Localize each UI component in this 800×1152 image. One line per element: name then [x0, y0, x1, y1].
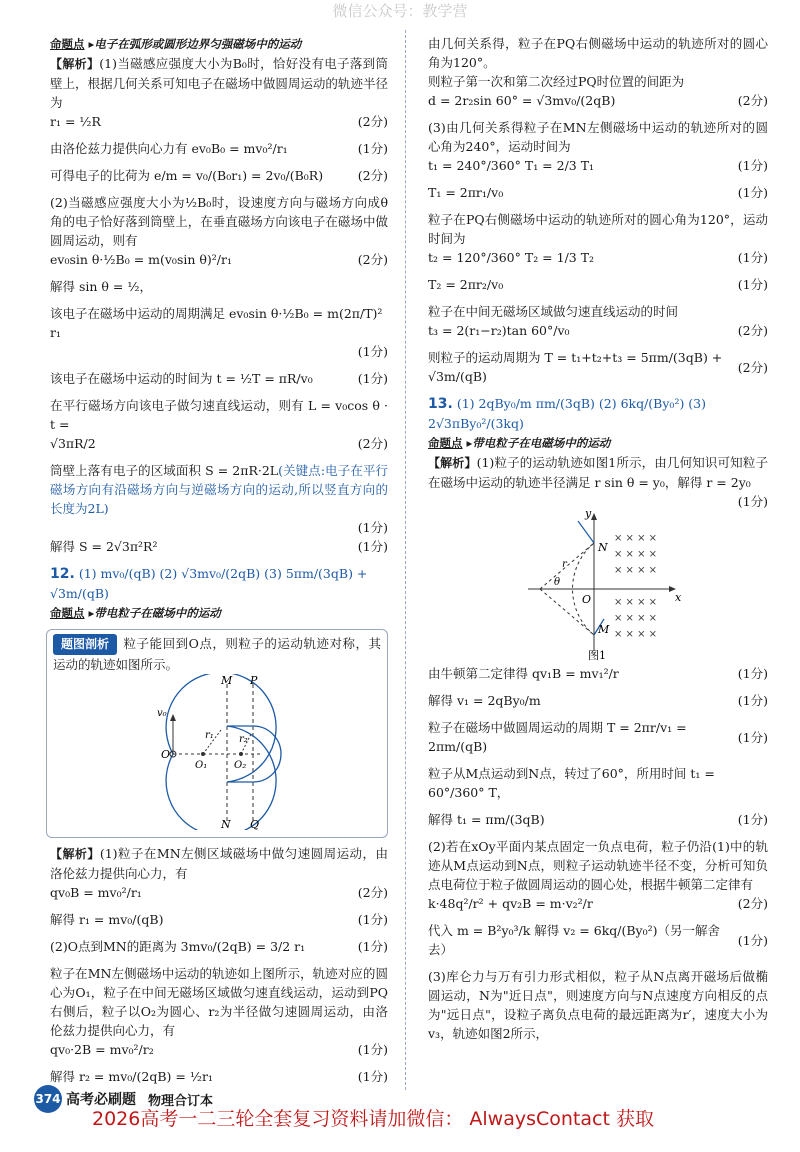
figure-1-caption: 图1	[588, 649, 606, 661]
figure-analysis-text: 粒子能回到O点，则粒子的运动轨迹对称，其运动的轨迹如图所示。	[53, 636, 381, 672]
svg-text:× × × ×: × × × ×	[614, 549, 658, 560]
topic-line-2: 命题点 ▸带电粒子在磁场中的运动	[50, 606, 221, 620]
point-M-label: M	[598, 623, 610, 636]
eq-coulomb: k·48q²/r² + qv₂B = m·v₂²/r (2分)	[428, 896, 768, 911]
figure-analysis-box	[46, 629, 388, 838]
eq-q12-r1: 解得 r₁ = mv₀/(qB) (1分)	[50, 912, 388, 927]
point-N-label: N	[598, 541, 608, 554]
eq-solve-theta: 解得 sin θ = ½，	[50, 279, 152, 294]
label-P: P	[250, 674, 258, 687]
paragraph-q13-2: (2)若在xOy平面内某点固定一负点电荷，粒子仍沿(1)中的轨迹从M点运动到N点，则粒子运动轨迹半径不变，分析可知负点电荷位于粒子做圆周运动的圆心处，根据牛顿第二定律有	[428, 839, 768, 892]
paragraph-q3-left: (3)由几何关系得粒子在MN左侧磁场中运动的轨迹所对的圆心角为240°，运动时间为	[428, 120, 768, 154]
analysis-paragraph-1: 【解析】(1)当磁感应强度大小为B₀时，恰好没有电子落到筒壁上，根据几何关系可知电子在磁场中做圆周运动的轨迹半径为	[50, 56, 388, 110]
analysis-paragraph-q12-b: 粒子在MN左侧磁场中运动的轨迹如上图所示，轨迹对应的圆心为O₁，粒子在中间无磁场区域做匀速直线运动，运动到PQ右侧后，粒子以O₂为圆心、r₂为半径做匀速圆周运动，由洛伦兹力提供向心力，有	[50, 966, 388, 1038]
page-number: 374	[34, 1085, 62, 1113]
label-r1: r₁	[205, 730, 214, 741]
radius-label: r	[562, 559, 567, 570]
label-N: N	[221, 818, 231, 830]
eq-t3: t₃ = 2(r₁−r₂)tan 60°/v₀ (2分)	[428, 323, 768, 338]
analysis-paragraph-q12: 【解析】(1)粒子在MN左侧区域磁场中做匀速圆周运动，由洛伦兹力提供向心力，有	[50, 846, 388, 881]
eq-q12-distance: (2)O点到MN的距离为 3mv₀/(2qB) = 3/2 r₁ (1分)	[50, 939, 388, 954]
axis-y-label: y	[585, 511, 592, 520]
origin-label: O	[582, 593, 592, 606]
figure-analysis-title: 题图剖析	[53, 634, 117, 655]
label-M: M	[221, 674, 233, 687]
q13-answers: 13. (1) 2qBy₀/m πm/(3qB) (2) 6kq/(By₀²) (3) 2√3πBy₀²/(3kq)	[428, 396, 707, 431]
eq-area: 解得 S = 2√3π²R² (1分)	[50, 539, 388, 554]
book-title: 高考必刷题	[66, 1092, 136, 1108]
eq-T2: T₂ = 2πr₂/v₀ (1分)	[428, 277, 768, 292]
label-O1: O₁	[195, 760, 208, 771]
eq-v2: 代入 m = B²y₀³/k 解得 v₂ = 6kq/(By₀²)（另一解舍去） (1分)	[428, 923, 768, 957]
trajectory-figure	[53, 674, 373, 830]
eq-period: 该电子在磁场中运动的周期满足 ev₀sin θ·½B₀ = m(2π/T)² r₁	[50, 306, 383, 340]
score-area: (1分)	[357, 520, 388, 535]
label-Q: Q	[250, 818, 260, 830]
analysis-paragraph-q13: 【解析】(1)粒子的运动轨迹如图1所示，由几何知识可知粒子在磁场中运动的轨迹半径满足 r sin θ = y₀，解得 r = 2y₀	[428, 455, 768, 490]
svg-text:× × × ×: × × × ×	[614, 629, 658, 640]
eq-lorentz: 由洛伦兹力提供向心力有 ev₀B₀ = mv₀²/r₁ (1分)	[50, 141, 388, 156]
figure-1	[428, 511, 768, 661]
eq-period-total: 则粒子的运动周期为 T = t₁+t₂+t₃ = 5πm/(3qB) + √3m/(qB) (2分)	[428, 350, 768, 384]
paragraph-q13-3: (3)库仑力与万有引力形式相似，粒子从N点离开磁场后做椭圆运动，N为"近日点"，则速度方向与N点速度方向相反的点为"远日点"，设粒子离负点电荷的最远距离为r′，速度大小为v₃，轨迹如图2所示，	[428, 969, 768, 1041]
topic-line-3: 命题点 ▸带电粒子在电磁场中的运动	[428, 436, 611, 450]
paragraph-q3-right: 粒子在PQ右侧磁场中运动的轨迹所对的圆心角为120°，运动时间为	[428, 212, 768, 246]
watermark-top: 微信公众号：教学营	[332, 2, 468, 20]
svg-text:× × × ×: × × × ×	[614, 565, 658, 576]
axis-x-label: x	[675, 591, 682, 604]
svg-text:× × × ×: × × × ×	[614, 613, 658, 624]
paragraph-distance: 则粒子第一次和第二次经过PQ时位置的间距为	[428, 74, 685, 89]
eq-t1: t₁ = 240°/360° T₁ = 2/3 T₁ (1分)	[428, 158, 768, 173]
paragraph-geometry-120: 由几何关系得，粒子在PQ右侧磁场中运动的轨迹所对的圆心角为120°。	[428, 36, 768, 70]
eq-v1: 解得 v₁ = 2qBy₀/m (1分)	[428, 693, 768, 708]
area-paragraph: 筒壁上落有电子的区域面积 S = 2πR·2L(关键点:电子在平行磁场方向有沿磁场方向与逆磁场方向的运动,所以竖直方向的长度为2L)	[50, 463, 389, 516]
label-O: O	[161, 748, 171, 761]
score-period: (1分)	[357, 344, 388, 359]
column-divider	[405, 30, 406, 1090]
svg-text:× × × ×: × × × ×	[614, 597, 658, 608]
paragraph-t3: 粒子在中间无磁场区域做匀速直线运动的时间	[428, 304, 679, 319]
eq-t2: t₂ = 120°/360° T₂ = 1/3 T₂ (1分)	[428, 250, 768, 265]
svg-text:× × × ×: × × × ×	[614, 533, 658, 544]
eq-period-T: 粒子在磁场中做圆周运动的周期 T = 2πr/v₁ = 2πm/(qB) (1分)	[428, 720, 768, 754]
watermark-bottom: 2026高考一二三轮全套复习资料请加微信： AlwaysContact 获取	[92, 1108, 654, 1130]
score-q13-r: (1分)	[737, 494, 768, 509]
eq-ratio: 可得电子的比荷为 e/m = v₀/(B₀r₁) = 2v₀/(B₀R) (2分)	[50, 168, 388, 183]
eq-newton: 由牛顿第二定律得 qv₁B = mv₁²/r (1分)	[428, 666, 768, 681]
label-r2: r₂	[239, 734, 248, 745]
eq-q12-lorentz: qv₀B = mv₀²/r₁ (2分)	[50, 885, 388, 900]
eq-T1: T₁ = 2πr₁/v₀ (1分)	[428, 185, 768, 200]
eq-d: d = 2r₂sin 60° = √3mv₀/(2qB) (2分)	[428, 93, 768, 108]
left-column	[50, 34, 388, 1086]
book-subject: 物理合订本	[148, 1093, 214, 1109]
label-v0: v₀	[157, 708, 167, 719]
eq-length-a: 在平行磁场方向该电子做匀速直线运动，则有 L = v₀cos θ · t =	[50, 398, 388, 432]
analysis-paragraph-2: (2)当磁感应强度大小为½B₀时，设速度方向与磁场方向成θ角的电子恰好落到筒壁上，在垂直磁场方向该电子在磁场中做圆周运动，则有	[50, 195, 388, 248]
q12-answers: 12. (1) mv₀/(qB) (2) √3mv₀/(2qB) (3) 5πm/(3qB) + √3m/(qB)	[50, 566, 368, 601]
eq-q12-r2-force: qv₀·2B = mv₀²/r₂ (1分)	[50, 1042, 388, 1057]
label-O2: O₂	[234, 760, 247, 771]
eq-length-b: √3πR/2 (2分)	[50, 436, 388, 451]
eq-t1-solved: 解得 t₁ = πm/(3qB) (1分)	[428, 812, 768, 827]
topic-line-1: 命题点 ▸电子在弧形或圆形边界匀强磁场中的运动	[50, 37, 302, 51]
eq-sin-theta: ev₀sin θ·½B₀ = m(v₀sin θ)²/r₁ (2分)	[50, 252, 388, 267]
eq-t1-60: 粒子从M点运动到N点，转过了60°，所用时间 t₁ = 60°/360° T，	[428, 766, 715, 800]
eq-time: 该电子在磁场中运动的时间为 t = ½T = πR/v₀ (1分)	[50, 371, 388, 386]
theta-label: θ	[554, 577, 561, 588]
eq-r1: r₁ = ½R (2分)	[50, 114, 388, 129]
eq-q12-r2: 解得 r₂ = mv₀/(2qB) = ½r₁ (1分)	[50, 1069, 388, 1084]
right-column	[428, 34, 768, 1043]
